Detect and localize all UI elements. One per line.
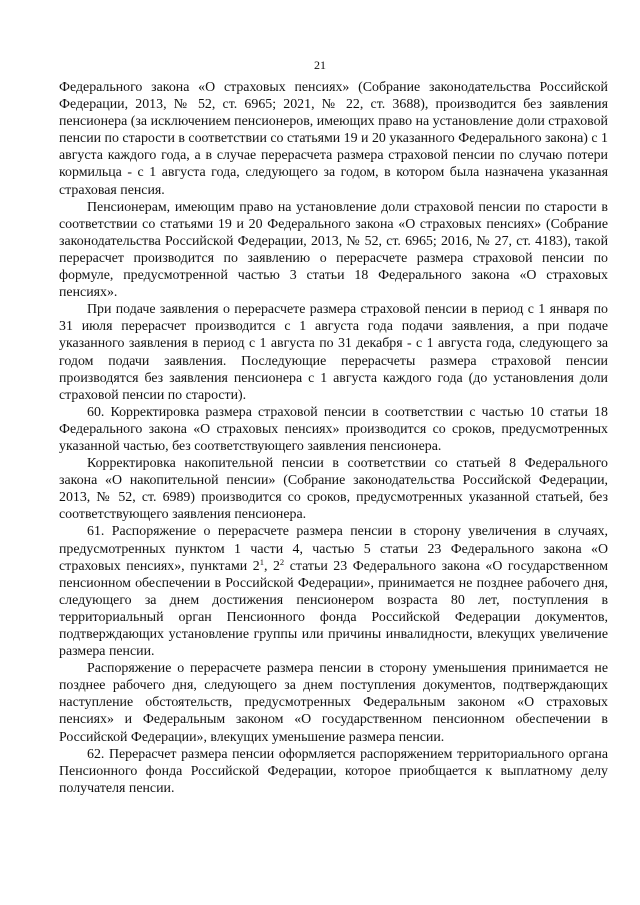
paragraph-62: 62. Перерасчет размера пенсии оформляется распоряжением территориального органа Пенсионного фонда Российской Федерации, которое приобщается к выплатному делу получателя пенсии.	[59, 746, 608, 796]
paragraph-61-part-2: , 2	[263, 558, 280, 574]
paragraph: При подаче заявления о перерасчете размера страховой пенсии в период с 1 января по 31 июля перерасчет производится с 1 августа года подачи заявления, а при подаче указанного заявления в период с 1 августа по 31 декабря - с 1 августа года, следующего за годом подачи заявления. Последующие перерасчеты размера страховой пенсии производятся без заявления пенсионера с 1 августа каждого года (до установления доли страховой пенсии по старости).	[59, 302, 608, 403]
paragraph-61-part-1: 61. Распоряжение о перерасчете размера пенсии в сторону увеличения в случаях, предусмотренных пунктом 1 части 4, частью 5 статьи 23 Федерального закона «О страховых пенсиях», пунктами 2	[59, 524, 608, 574]
paragraph-60: 60. Корректировка размера страховой пенсии в соответствии с частью 10 статьи 18 Федерального закона «О страховых пенсиях» производится со сроков, предусмотренных указанной частью, без соответствующего заявления пенсионера.	[59, 404, 608, 454]
paragraph: Распоряжение о перерасчете размера пенсии в сторону уменьшения принимается не позднее рабочего дня, следующего за днем поступления документов, подтверждающих наступление обстоятельств, предусмотренных Федеральным законом «О страховых пенсиях» и Федеральным законом «О государственном пенсионном обеспечении в Российской Федерации», влекущих уменьшение размера пенсии.	[59, 661, 608, 745]
paragraph-61-part-3: статьи 23 Федерального закона «О государственном пенсионном обеспечении в Российской Федерации», принимается не позднее рабочего дня, следующего за днем достижения пенсионером возраста 80 лет, поступления в территориальный орган Пенсионного фонда Российской Федерации документов, подтверждающих установление группы или причины инвалидности, влекущих увеличение размера пенсии.	[59, 558, 609, 660]
superscript-1: 1	[259, 556, 264, 567]
superscript-2: 2	[279, 556, 285, 567]
paragraph: Корректировка накопительной пенсии в соответствии со статьей 8 Федерального закона «О накопительной пенсии» (Собрание законодательства Российской Федерации, 2013, № 52, ст. 6989) производится со сроков, предусмотренных указанной статьей, без соответствующего заявления пенсионера.	[59, 456, 608, 523]
paragraph-continuation: Федерального закона «О страховых пенсиях» (Собрание законодательства Российской Федерации, 2013, № 52, ст. 6965; 2021, № 22, ст. 3688), производится без заявления пенсионера (за исключением пенсионеров, имеющих право на установление доли страховой пенсии по старости в соответствии со статьями 19 и 20 указанного Федерального закона) с 1 августа каждого года, а в случае перерасчета размера страховой пенсии по случаю потери кормильца - с 1 августа года, следующего за годом, в котором была назначена указанная страховая пенсия.	[59, 80, 608, 198]
page-number: 21	[314, 58, 326, 72]
paragraph: Пенсионерам, имеющим право на установление доли страховой пенсии по старости в соответствии со статьями 19 и 20 Федерального закона «О страховых пенсиях» (Собрание законодательства Российской Федерации, 2013, № 52, ст. 6965; 2016, № 27, ст. 4183), такой перерасчет производится по заявлению о перерасчете размера страховой пенсии по формуле, предусмотренной частью 3 статьи 18 Федерального закона «О страховых пенсиях».	[59, 199, 608, 301]
body-text	[59, 79, 608, 797]
paragraph-61	[59, 523, 608, 660]
